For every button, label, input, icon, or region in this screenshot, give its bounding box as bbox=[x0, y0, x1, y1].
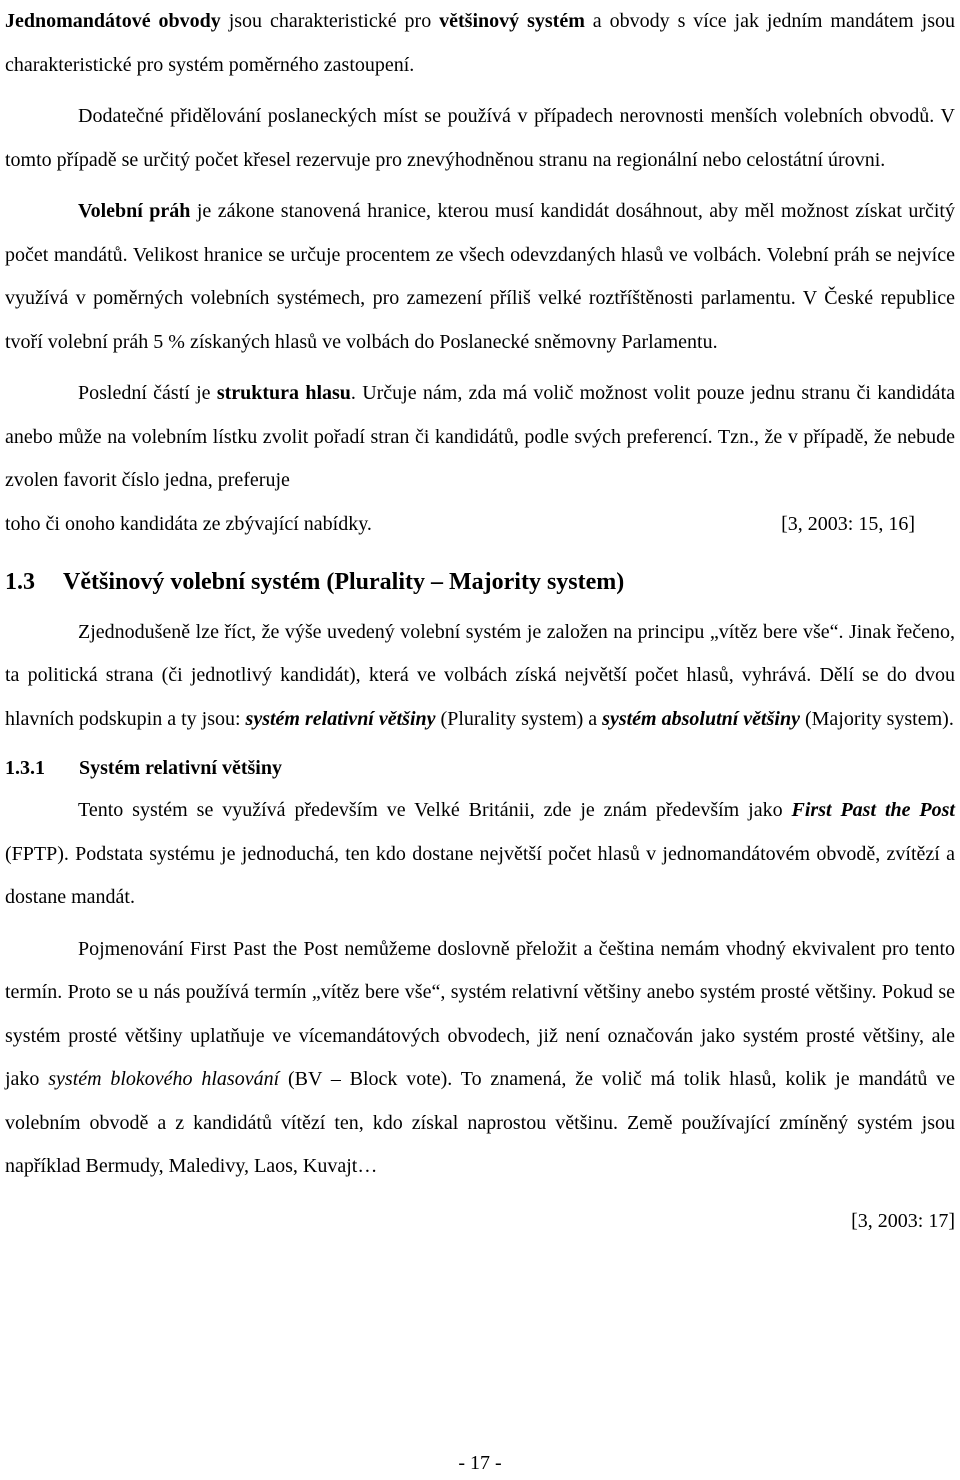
citation: [3, 2003: 17] bbox=[851, 1209, 955, 1232]
citation: [3, 2003: 15, 16] bbox=[781, 512, 915, 535]
text-run: (FPTP). Podstata systému je jednoduchá, ten kdo dostane největší počet hlasů v jednomandátovém obvodě, zvítězí a dostane mandát. bbox=[5, 842, 955, 909]
italic-term: systém blokového hlasování bbox=[48, 1068, 280, 1091]
text-run: (Plurality system) a bbox=[435, 707, 603, 730]
text-run: Zjednodušeně lze říct, že výše uvedený volební systém je založen na principu „vítěz bere vše“. Jinak řečeno, ta politická strana (či jednotlivý kandidát), která ve volbách získá největší počet hlasů, vyhrává. Dělí se do dvou hlavních podskupin a ty jsou: bbox=[5, 620, 955, 730]
bold-italic-term: systém relativní většiny bbox=[245, 707, 436, 730]
page-number: - 17 - bbox=[458, 1452, 502, 1474]
paragraph-majority-intro bbox=[5, 611, 955, 742]
bold-italic-term: systém absolutní většiny bbox=[602, 707, 800, 730]
text-run: je zákone stanovená hranice, kterou musí kandidát dosáhnout, aby měl možnost získat určitý počet mandátů. Velikost hranice se určuje procentem ze všech odevzdaných hlasů ve volbách. Volební práh se nejvíce využívá v poměrných volebních systémech, pro zamezení příliš velké roztříštěnosti parlamentu. V České republice tvoří volební práh 5 % získaných hlasů ve volbách do Poslanecké sněmovny Parlamentu. bbox=[5, 200, 955, 353]
paragraph-constituencies bbox=[5, 0, 955, 87]
paragraph-threshold bbox=[5, 190, 955, 364]
paragraph-naming bbox=[5, 928, 955, 1189]
bold-term: Jednomandátové obvody bbox=[5, 10, 221, 32]
text-run: a obvody s více jak jedním mandátem jsou charakteristické pro systém poměrného zastoupení. bbox=[5, 10, 956, 76]
section-title: Většinový volební systém (Plurality – Majority system) bbox=[63, 569, 625, 595]
text-run: toho či onoho kandidáta ze zbývající nabídky. bbox=[5, 512, 372, 535]
text-run: . Určuje nám, zda má volič možnost volit pouze jednu stranu či kandidáta anebo může na volebním lístku zvolit pořadí stran či kandidátů, podle svých preferencí. Tzn., že v případě, že nebude zvolen favorit číslo jedna, preferuje bbox=[5, 382, 955, 491]
text-run: (Majority system). bbox=[799, 707, 954, 730]
text-run: Pojmenování First Past the Post nemůžeme doslovně přeložit a čeština nemám vhodný ekvivalent pro tento termín. Proto se u nás používá termín „vítěz bere vše“, systém relativní většiny anebo systém prosté většiny. Pokud se systém prosté většiny uplatňuje ve vícemandátových obvodech, již není označován jako systém prosté většiny, ale jako bbox=[5, 937, 955, 1091]
bold-term: většinový systém bbox=[439, 10, 585, 32]
paragraph-fptp bbox=[5, 789, 955, 920]
section-title: Systém relativní většiny bbox=[79, 757, 282, 780]
bold-term: Volební práh bbox=[78, 200, 191, 222]
text-run: jsou charakteristické pro bbox=[220, 10, 440, 32]
bold-term: struktura hlasu bbox=[216, 382, 351, 404]
citation-line bbox=[5, 503, 955, 547]
section-number: 1.3.1 bbox=[5, 757, 45, 780]
section-number: 1.3 bbox=[5, 569, 35, 595]
document-page bbox=[5, 0, 955, 1241]
text-run: Poslední částí je bbox=[78, 382, 217, 404]
section-heading-1-3 bbox=[5, 568, 955, 597]
paragraph-ballot-structure bbox=[5, 372, 955, 503]
text-run: (BV – Block vote). To znamená, že volič má tolik hlasů, kolik je mandátů ve volebním obvodě a z kandidátů vítězí ten, kdo získal naprostou většinu. Země používající zmíněný systém jsou například Bermudy, Maledivy, Laos, Kuvajt… bbox=[5, 1068, 956, 1178]
paragraph-additional-seats: Dodatečné přidělování poslaneckých míst se používá v případech nerovnosti menších volebních obvodů. V tomto případě se určitý počet křesel rezervuje pro znevýhodněnou stranu na regionální nebo celostátní úrovni. bbox=[5, 105, 955, 171]
bold-italic-term: First Past the Post bbox=[791, 799, 955, 822]
section-heading-1-3-1 bbox=[5, 753, 955, 783]
text-run: Tento systém se využívá především ve Velké Británii, zde je znám především jako bbox=[78, 799, 792, 822]
